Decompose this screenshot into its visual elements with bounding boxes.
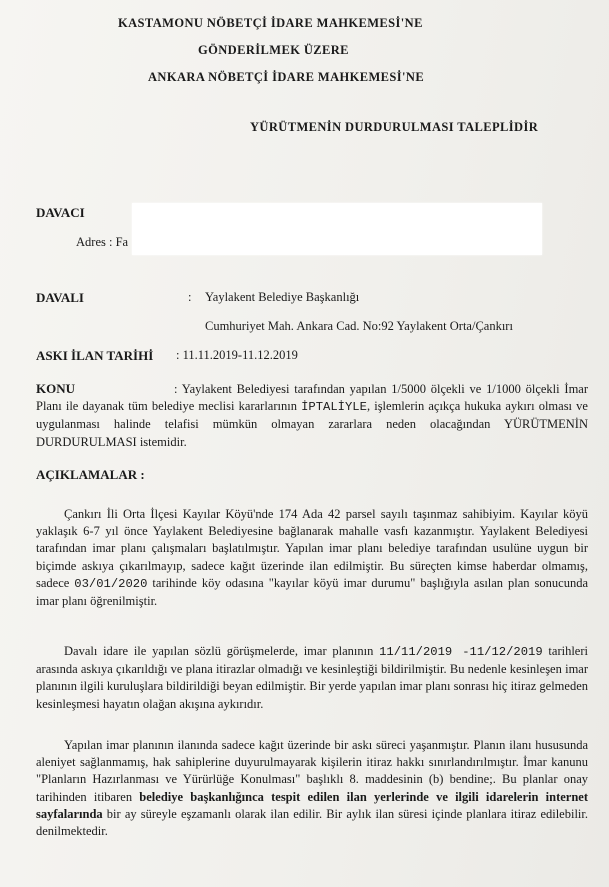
- defendant-label: DAVALI: [36, 290, 84, 305]
- posting-date-value: : 11.11.2019-11.12.2019: [176, 348, 298, 362]
- plaintiff-address-label: Adres : Fa: [76, 235, 129, 249]
- plaintiff-label: DAVACI: [36, 205, 85, 220]
- explanations-label: AÇIKLAMALAR :: [36, 467, 145, 482]
- explanation-paragraph-1-date: 03/01/2020: [74, 576, 148, 591]
- defendant-address: Cumhuriyet Mah. Ankara Cad. No:92 Yaylakent Orta/Çankırı: [205, 319, 513, 333]
- defendant-name: Yaylakent Belediye Başkanlığı: [205, 290, 360, 304]
- subject-text-c: , işlemlerin açıkça hukuka aykırı olması ve uygulanması halinde telafisi mümkün olmayan zararlara neden olacağından YÜRÜTMENİN DURDURULMASI istemidir.: [36, 399, 588, 449]
- explanation-paragraph-3-bold: belediye başkanlığınca tespit edilen ilan yerlerinde ve ilgili idarelerin internet sayfalarında: [36, 789, 589, 821]
- court-header-line-1: KASTAMONU NÖBETÇİ İDARE MAHKEMESİ'NE: [118, 16, 423, 30]
- explanation-paragraph-3-a: Yapılan imar planının ilanında sadece kağıt üzerinde bir askı süreci yaşanmıştır. Planın ilanı hususunda aleniyet sağlanmamış, hak sahiplerine duyurulmayarak kişilerin itiraz hakkı sınırlandırılmıştır. İmar kanunu "Planların Hazırlanması ve Yürürlüğe Konulması" başlıklı 8. maddesinin (b) bendine;. Bu planlar onay tarihinden itibaren: [36, 738, 588, 804]
- posting-date-label: ASKI İLAN TARİHİ: [36, 348, 154, 363]
- court-header-line-2: GÖNDERİLMEK ÜZERE: [198, 43, 349, 57]
- explanation-paragraph-3-c: bir ay süreyle eşzamanlı olarak ilan edilir. Bir aylık ilan süresi içinde planlara itiraz edilebilir. denilmektedir.: [36, 806, 588, 839]
- subject-text: [36, 381, 588, 451]
- explanation-paragraph-2: [36, 643, 588, 713]
- defendant-separator: :: [188, 290, 192, 304]
- request-title: YÜRÜTMENİN DURDURULMASI TALEPLİDİR: [250, 120, 539, 134]
- explanation-paragraph-2-c: tarihleri arasında askıya çıkarıldığı ve plana itirazlar olmadığı ve kesinleştiği bildirilmiştir. Bu nedenle kesinleşen imar planının ilgili kuruluşlara bildirildiği beyan edilmiştir. Bir yerde yapılan imar planı sonrası hiç itiraz gelmeden kesinleşmesi hayatın olağan akışına aykırıdır.: [36, 644, 588, 711]
- subject-text-a: : Yaylakent Belediyesi tarafından yapılan 1/5000 ölçekli ve 1/1000 ölçekli İmar Planı ile dayanak tüm belediye meclisi kararlarının: [36, 382, 588, 414]
- explanation-paragraph-2-dates: 11/11/2019 -11/12/2019: [379, 645, 543, 659]
- court-header-line-3: ANKARA NÖBETÇİ İDARE MAHKEMESİ'NE: [148, 70, 425, 84]
- explanation-paragraph-1-c: tarihinde köy odasına "kayılar köyü imar durumu" başlığıyla asılan plan sonucunda imar planı öğrenilmiştir.: [36, 575, 588, 609]
- redaction-block: [132, 203, 542, 255]
- explanation-paragraph-2-a: Davalı idare ile yapılan sözlü görüşmelerde, imar planının: [64, 644, 380, 658]
- explanation-paragraph-3: [36, 737, 588, 840]
- explanation-paragraph-1: [36, 506, 588, 610]
- subject-text-annulment: İPTALİYLE: [301, 400, 367, 415]
- subject-label: KONU: [36, 381, 75, 396]
- explanation-paragraph-1-a: Çankırı İli Orta İlçesi Kayılar Köyü'nde 174 Ada 42 parsel sayılı taşınmaz sahibiyim. Kayılar köyü yaklaşık 6-7 yıl önce Yaylakent Belediyesine bağlanarak mahalle vasfı kazanmıştır. Yaylakent Belediyesi tarafından imar planı çalışmaları başlatılmıştır. Yapılan imar planı belediye tarafından usulüne uygun bir biçimde askıya çıkarılmayıp, sadece kağıt üzerinde ilan edilmiştir. Bu süreçten kimse haberdar olmamış, sadece: [36, 507, 588, 590]
